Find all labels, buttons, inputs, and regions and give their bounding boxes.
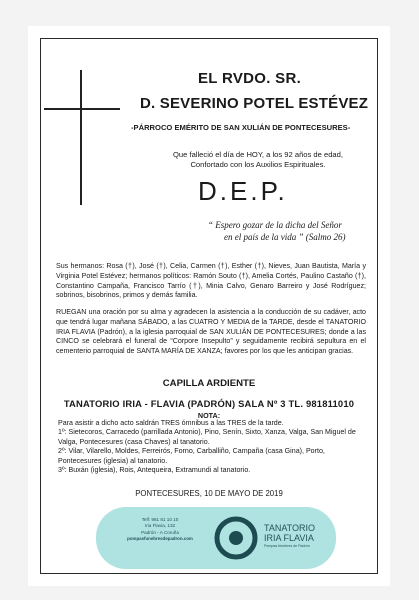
ad-website: pompasfunebresdepadron.com [127, 536, 193, 542]
notes-list [58, 419, 364, 475]
funeral-home-ad [96, 507, 336, 569]
ad-tagline: Pompas fúnebres de Padrón [264, 544, 310, 548]
quote-line-2: en el país de la vida ” (Salmo 26) [224, 232, 346, 242]
note-item: Para asistir a dicho acto saldrán TRES ómnibus a las TRES de la tarde. [58, 419, 284, 427]
cross-icon-horizontal [44, 108, 120, 110]
note-item: 3º: Buxán (iglesia), Rois, Antequeira, Extramundi al tanatorio. [58, 466, 251, 475]
note-item: 2º: Vilar, Vilarello, Moldes, Ferreirós, Forno, Carballiño, Campaña (casa Gina), Porto, Pontecesures (iglesia) al tanatorio. [58, 447, 325, 465]
ad-name-2: IRIA FLAVIA [264, 533, 314, 543]
capilla-heading: CAPILLA ARDIENTE [162, 378, 256, 389]
nota-label: NOTA: [197, 411, 221, 420]
ad-phone: Telf: 981 81 10 10 [141, 517, 179, 522]
ad-address-1: Iria Flavia, 132 [144, 523, 176, 529]
tanatorio-logo-icon [214, 516, 258, 560]
tanatorio-line: TANATORIO IRIA - FLAVIA (PADRÓN) SALA Nº 3 TL. 981811010 [63, 398, 355, 409]
death-line-2: Confortado con los Auxilios Espirituales. [190, 160, 326, 169]
ad-contact [114, 517, 206, 543]
title-line-1: EL RVDO. SR. [198, 70, 302, 87]
ad-brand [264, 523, 315, 549]
quote-line-1: “ Espero gozar de la dicha del Señor [208, 220, 342, 230]
request-paragraph: RUEGAN una oración por su alma y agradecen la asistencia a la conducción de su cadáver, acto que tendrá lugar mañana SÁBADO, a las CUATRO Y MEDIA de la TARDE, desde el TANATORIO IRIA FLAVIA (Padrón), a la iglesia parroquial de SAN XULIÁN DE PONTECESURES; donde a las CINCO se celebrará el funeral de “Corpore Insepulto” y seguidamente recibirá sepultura en el cementerio parroquial de SANTA MARÍA DE XANZA; favores por los que les anticipan gracias. [56, 308, 366, 356]
death-line-1: Que falleció el día de HOY, a los 92 años de edad, [173, 150, 343, 159]
dep-heading: D.E.P. [198, 176, 288, 206]
deceased-name: D. SEVERINO POTEL ESTÉVEZ [140, 95, 369, 112]
ad-name-1: TANATORIO [264, 523, 316, 533]
family-paragraph: Sus hermanos: Rosa (†), José (†), Celia, Carmen (†), Esther (†), Nieves, Juan Bautista, María y Virginia Potel Estévez; hermanos políticos: Ramón Souto (†), Amelia Cortés, Paulino Castaño (†), Constantino Campaña, Francisco Tarrío (†), Minia Calvo, Genaro Barreiro y José Rodríguez; sobrinos, bisobrinos, primos y demás familia. [56, 262, 366, 300]
cross-icon-vertical [80, 70, 82, 205]
note-item: 1º: Sietecoros, Carracedo (parrillada Antonio), Pino, Senín, Sixto, Xanza, Valga, San Miguel de Valga, Pontecesures (casa Chaves) al tanatorio. [58, 428, 356, 446]
obituary-page [28, 26, 390, 586]
ad-address-2: Padrón - A Coruña [141, 529, 179, 535]
place-date: PONTECESURES, 10 DE MAYO DE 2019 [135, 489, 283, 498]
deceased-role: -PÁRROCO EMÉRITO DE SAN XULIÁN DE PONTECESURES- [131, 123, 351, 132]
